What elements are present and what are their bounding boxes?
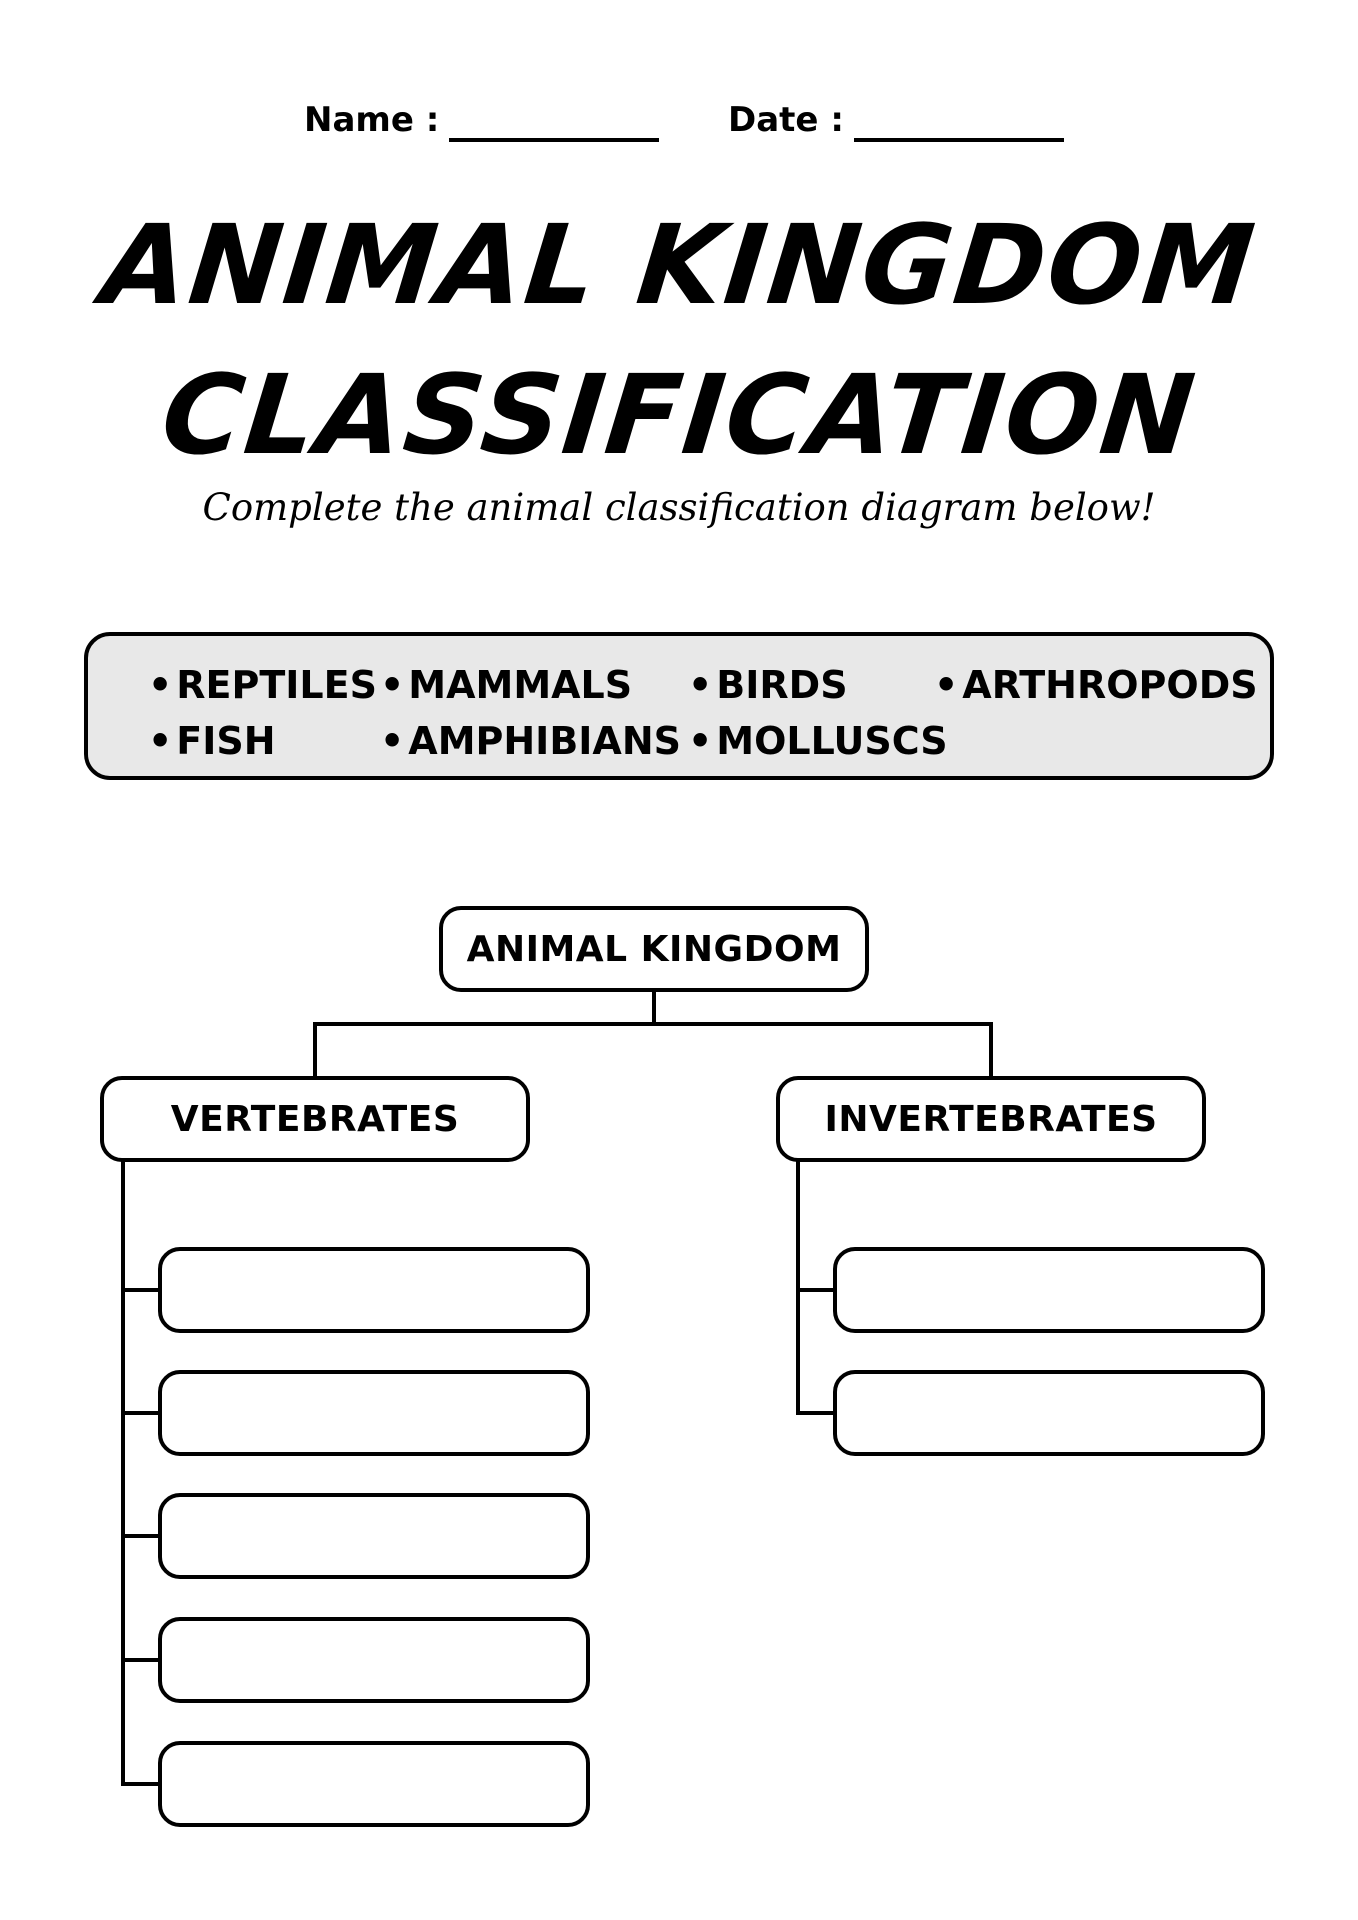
vertebrates-node: VERTEBRATES <box>100 1076 530 1162</box>
bullet-icon: • <box>380 663 405 707</box>
word-bank-label: ARTHROPODS <box>962 663 1258 707</box>
vertebrate-answer-box-3[interactable] <box>158 1493 590 1579</box>
invertebrate-answer-box-1[interactable] <box>833 1247 1265 1333</box>
word-bank-label: MOLLUSCS <box>716 719 948 763</box>
word-bank-label: AMPHIBIANS <box>408 719 681 763</box>
instructions: Complete the animal classification diagram below! <box>202 486 1156 529</box>
word-bank-label: REPTILES <box>176 663 377 707</box>
bullet-icon: • <box>934 663 959 707</box>
bullet-icon: • <box>688 663 713 707</box>
word-bank-label: MAMMALS <box>408 663 633 707</box>
bullet-icon: • <box>148 719 173 763</box>
page-title-line-1: ANIMAL KINGDOM <box>96 201 1262 329</box>
bullet-icon: • <box>380 719 405 763</box>
date-label: Date : <box>728 100 844 140</box>
bullet-icon: • <box>148 663 173 707</box>
word-bank-label: FISH <box>176 719 276 763</box>
vertebrate-answer-box-1[interactable] <box>158 1247 590 1333</box>
root-node: ANIMAL KINGDOM <box>439 906 869 992</box>
vertebrate-answer-box-2[interactable] <box>158 1370 590 1456</box>
page-title-line-2: CLASSIFICATION <box>156 351 1202 479</box>
invertebrates-node: INVERTEBRATES <box>776 1076 1206 1162</box>
vertebrate-answer-box-5[interactable] <box>158 1741 590 1827</box>
name-label: Name : <box>304 100 440 140</box>
invertebrate-answer-box-2[interactable] <box>833 1370 1265 1456</box>
bullet-icon: • <box>688 719 713 763</box>
vertebrate-answer-box-4[interactable] <box>158 1617 590 1703</box>
word-bank-label: BIRDS <box>716 663 848 707</box>
